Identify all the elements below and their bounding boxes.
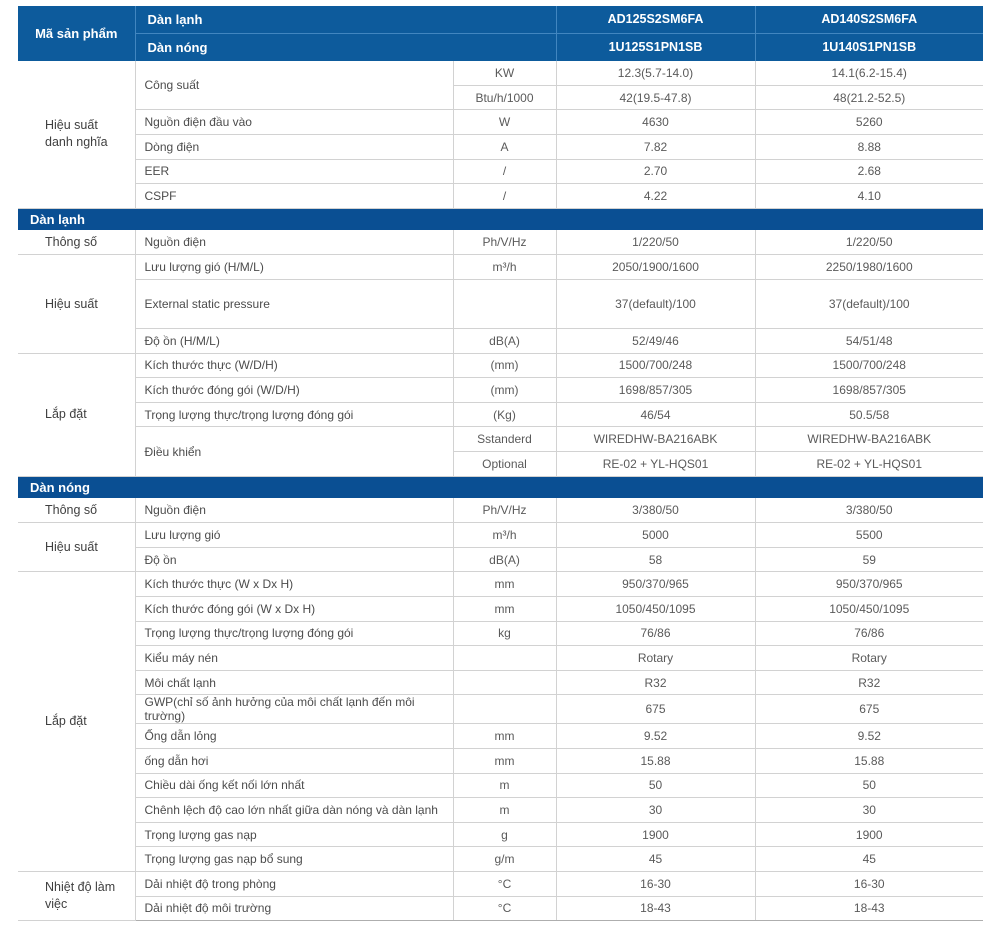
unit-cell (453, 646, 556, 671)
value-cell: 1698/857/305 (556, 378, 755, 403)
row-label: Kiểu máy nén (135, 646, 453, 671)
row-label: CSPF (135, 184, 453, 209)
value-cell: 9.52 (556, 724, 755, 749)
value-cell: 9.52 (755, 724, 983, 749)
row-label: Lưu lượng gió (135, 523, 453, 548)
value-cell: 7.82 (556, 135, 755, 160)
row-label: Nguồn điện (135, 498, 453, 523)
value-cell: 5500 (755, 523, 983, 548)
unit-cell: Btu/h/1000 (453, 85, 556, 110)
outdoor-unit-header: Dàn nóng (135, 33, 556, 60)
value-cell: 50 (755, 773, 983, 798)
value-cell: 1900 (755, 822, 983, 847)
unit-cell: / (453, 184, 556, 209)
unit-cell: Ph/V/Hz (453, 498, 556, 523)
unit-cell: dB(A) (453, 547, 556, 572)
unit-cell: (mm) (453, 353, 556, 378)
value-cell: 30 (755, 798, 983, 823)
value-cell: RE-02 + YL-HQS01 (755, 452, 983, 477)
unit-cell: KW (453, 61, 556, 86)
value-cell: 1050/450/1095 (755, 596, 983, 621)
unit-cell: mm (453, 572, 556, 597)
group-label: Hiệu suất danh nghĩa (18, 61, 135, 209)
section-band: Dàn nóng (18, 476, 983, 498)
unit-cell: mm (453, 748, 556, 773)
value-cell: 45 (755, 847, 983, 872)
spec-table (18, 6, 983, 921)
value-cell: 37(default)/100 (556, 280, 755, 329)
unit-cell (453, 280, 556, 329)
value-cell: 675 (556, 695, 755, 724)
unit-cell: kg (453, 621, 556, 646)
indoor-unit-header: Dàn lạnh (135, 6, 556, 33)
value-cell: 46/54 (556, 402, 755, 427)
outdoor-model-1: 1U125S1PN1SB (556, 33, 755, 60)
unit-cell: Optional (453, 452, 556, 477)
unit-cell: g/m (453, 847, 556, 872)
value-cell: 950/370/965 (755, 572, 983, 597)
value-cell: WIREDHW-BA216ABK (556, 427, 755, 452)
value-cell: 5260 (755, 110, 983, 135)
row-label: Lưu lượng gió (H/M/L) (135, 255, 453, 280)
value-cell: 2.70 (556, 159, 755, 184)
unit-cell: Sstanderd (453, 427, 556, 452)
unit-cell: m (453, 798, 556, 823)
unit-cell: dB(A) (453, 329, 556, 354)
row-label: External static pressure (135, 280, 453, 329)
row-label: Kích thước thực (W x Dx H) (135, 572, 453, 597)
row-label: Trọng lượng gas nạp bổ sung (135, 847, 453, 872)
row-label: Môi chất lạnh (135, 670, 453, 695)
value-cell: 30 (556, 798, 755, 823)
group-label: Hiệu suất (18, 255, 135, 353)
value-cell: WIREDHW-BA216ABK (755, 427, 983, 452)
value-cell: 3/380/50 (755, 498, 983, 523)
spec-table-header (18, 6, 983, 61)
group-label: Nhiệt độ làm việc (18, 871, 135, 920)
group-label: Hiệu suất (18, 523, 135, 572)
value-cell: 15.88 (556, 748, 755, 773)
value-cell: 950/370/965 (556, 572, 755, 597)
row-label: Kích thước thực (W/D/H) (135, 353, 453, 378)
value-cell: 15.88 (755, 748, 983, 773)
row-label: Chênh lệch độ cao lớn nhất giữa dàn nóng và dàn lạnh (135, 798, 453, 823)
unit-cell: Ph/V/Hz (453, 230, 556, 255)
row-label: Ống dẫn lỏng (135, 724, 453, 749)
unit-cell: g (453, 822, 556, 847)
value-cell: 1500/700/248 (556, 353, 755, 378)
row-label: Nguồn điện (135, 230, 453, 255)
value-cell: 48(21.2-52.5) (755, 85, 983, 110)
unit-cell: W (453, 110, 556, 135)
value-cell: 4630 (556, 110, 755, 135)
value-cell: 675 (755, 695, 983, 724)
row-label: Điều khiển (135, 427, 453, 476)
value-cell: 76/86 (556, 621, 755, 646)
value-cell: Rotary (556, 646, 755, 671)
row-label: Dải nhiệt độ trong phòng (135, 871, 453, 896)
value-cell: 45 (556, 847, 755, 872)
unit-cell: (Kg) (453, 402, 556, 427)
unit-cell: mm (453, 724, 556, 749)
unit-cell (453, 695, 556, 724)
value-cell: 2.68 (755, 159, 983, 184)
value-cell: 54/51/48 (755, 329, 983, 354)
row-label: Trọng lượng thực/trọng lượng đóng gói (135, 621, 453, 646)
group-label: Thông số (18, 230, 135, 255)
value-cell: 59 (755, 547, 983, 572)
row-label: Nguồn điện đầu vào (135, 110, 453, 135)
value-cell: 3/380/50 (556, 498, 755, 523)
group-label: Lắp đặt (18, 353, 135, 476)
value-cell: 37(default)/100 (755, 280, 983, 329)
value-cell: 8.88 (755, 135, 983, 160)
unit-cell: (mm) (453, 378, 556, 403)
value-cell: 1/220/50 (755, 230, 983, 255)
value-cell: 16-30 (556, 871, 755, 896)
unit-cell (453, 670, 556, 695)
unit-cell: m³/h (453, 523, 556, 548)
indoor-model-2: AD140S2SM6FA (755, 6, 983, 33)
row-label: Chiều dài ống kết nối lớn nhất (135, 773, 453, 798)
unit-cell: m (453, 773, 556, 798)
unit-cell: °C (453, 871, 556, 896)
value-cell: 1500/700/248 (755, 353, 983, 378)
value-cell: 1/220/50 (556, 230, 755, 255)
row-label: Công suất (135, 61, 453, 110)
row-label: Trọng lượng gas nạp (135, 822, 453, 847)
value-cell: 52/49/46 (556, 329, 755, 354)
value-cell: R32 (755, 670, 983, 695)
section-band: Dàn lạnh (18, 208, 983, 230)
row-label: Độ ồn (135, 547, 453, 572)
unit-cell: m³/h (453, 255, 556, 280)
row-label: EER (135, 159, 453, 184)
value-cell: 76/86 (755, 621, 983, 646)
unit-cell: / (453, 159, 556, 184)
outdoor-model-2: 1U140S1PN1SB (755, 33, 983, 60)
value-cell: 12.3(5.7-14.0) (556, 61, 755, 86)
value-cell: 50 (556, 773, 755, 798)
group-label: Lắp đặt (18, 572, 135, 872)
value-cell: 50.5/58 (755, 402, 983, 427)
row-label: Kích thước đóng gói (W x Dx H) (135, 596, 453, 621)
unit-cell: °C (453, 896, 556, 921)
spec-table-body (18, 61, 983, 921)
value-cell: R32 (556, 670, 755, 695)
unit-cell: A (453, 135, 556, 160)
value-cell: 14.1(6.2-15.4) (755, 61, 983, 86)
value-cell: 2250/1980/1600 (755, 255, 983, 280)
row-label: Dải nhiệt độ môi trường (135, 896, 453, 921)
value-cell: 2050/1900/1600 (556, 255, 755, 280)
value-cell: 1050/450/1095 (556, 596, 755, 621)
value-cell: 4.22 (556, 184, 755, 209)
value-cell: RE-02 + YL-HQS01 (556, 452, 755, 477)
row-label: Độ ồn (H/M/L) (135, 329, 453, 354)
indoor-model-1: AD125S2SM6FA (556, 6, 755, 33)
value-cell: 58 (556, 547, 755, 572)
value-cell: 4.10 (755, 184, 983, 209)
row-label: Dòng điện (135, 135, 453, 160)
row-label: Kích thước đóng gói (W/D/H) (135, 378, 453, 403)
value-cell: 5000 (556, 523, 755, 548)
product-code-header: Mã sản phẩm (18, 6, 135, 61)
value-cell: 16-30 (755, 871, 983, 896)
row-label: ống dẫn hơi (135, 748, 453, 773)
value-cell: 1698/857/305 (755, 378, 983, 403)
value-cell: 42(19.5-47.8) (556, 85, 755, 110)
row-label: Trọng lượng thực/trọng lượng đóng gói (135, 402, 453, 427)
row-label: GWP(chỉ số ảnh hưởng của môi chất lạnh đến môi trường) (135, 695, 453, 724)
value-cell: 18-43 (556, 896, 755, 921)
group-label: Thông số (18, 498, 135, 523)
unit-cell: mm (453, 596, 556, 621)
value-cell: Rotary (755, 646, 983, 671)
value-cell: 18-43 (755, 896, 983, 921)
value-cell: 1900 (556, 822, 755, 847)
